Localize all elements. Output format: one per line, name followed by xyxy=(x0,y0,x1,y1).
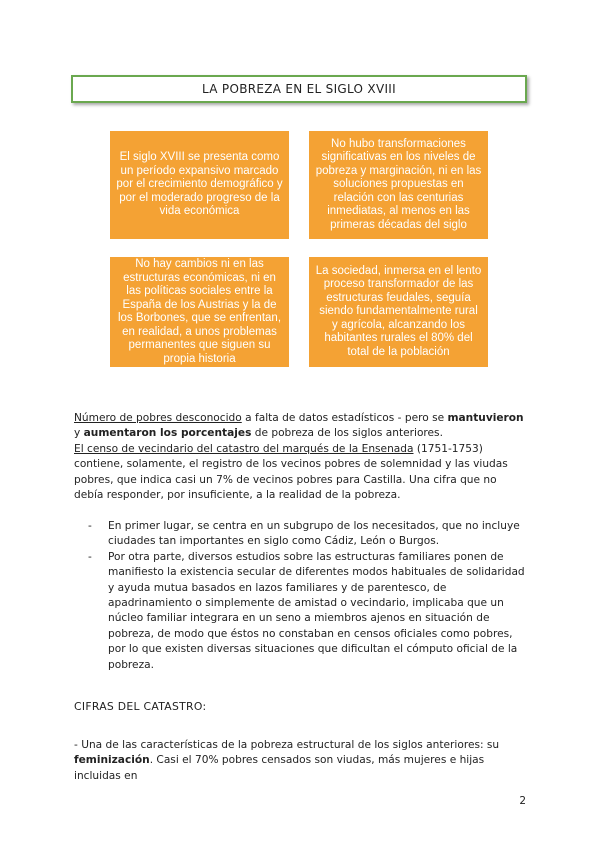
text-run: - Una de las características de la pobreza estructural de los siglos anteriores: su xyxy=(74,739,500,751)
list-item xyxy=(74,550,526,673)
text-run: y xyxy=(74,427,84,440)
bold-phrase: feminización xyxy=(74,754,150,767)
text-run: . Casi el 70% pobres censados son viudas, más mujeres e hijas incluidas en xyxy=(74,754,485,782)
paragraph-census xyxy=(74,411,526,503)
section-heading: CIFRAS DEL CATASTRO: xyxy=(74,700,207,713)
dash-marker: - xyxy=(88,520,92,532)
summary-card-1: El siglo XVIII se presenta como un período expansivo marcado por el crecimiento demográfico y por el moderado progreso de la vida económica xyxy=(110,131,289,239)
summary-card-3: No hay cambios ni en las estructuras económicas, ni en las políticas sociales entre la España de los Austrias y la de los Borbones, que se enfrentan, en realidad, a unos problemas permanentes que siguen su propia historia xyxy=(110,257,289,367)
bold-phrase: mantuvieron xyxy=(447,412,524,424)
bold-phrase: aumentaron los porcentajes xyxy=(83,427,252,440)
paragraph-feminization xyxy=(74,738,526,784)
summary-card-4: La sociedad, inmersa en el lento proceso transformador de las estructuras feudales, seguía siendo fundamentalmente rural y agrícola, alcanzando los habitantes rurales el 80% del total de la población xyxy=(309,257,488,367)
dash-marker: - xyxy=(88,550,92,563)
list-item-text: En primer lugar, se centra en un subgrupo de los necesitados, que no incluye ciudades tan importantes en siglo como Cádiz, León o Burgos. xyxy=(108,520,520,548)
page-number: 2 xyxy=(519,795,526,807)
list-item xyxy=(74,519,526,550)
bullet-list xyxy=(74,519,526,673)
page-title: LA POBREZA EN EL SIGLO XVIII xyxy=(71,75,527,103)
text-run: (1751-1753) contiene, solamente, el registro de los vecinos pobres de solemnidad y las viudas pobres, que indica casi un 7% de vecinos pobres para Castilla. Una cifra que no debía responder, por insuficiente, a la realidad de la pobreza. xyxy=(74,442,508,502)
text-run: de pobreza de los siglos anteriores. xyxy=(251,427,443,440)
underlined-phrase: El censo de vecindario del catastro del marqués de la Ensenada xyxy=(74,442,414,455)
list-item-text: Por otra parte, diversos estudios sobre las estructuras familiares ponen de manifiesto la existencia secular de diferentes modos habituales de solidaridad y ayuda mutua basados en lazos familiares y de parentesco, de apadrinamiento o simplemente de amistad o vecindario, implicaba que un núcleo familiar integrara en un seno a miembros ajenos en situación de pobreza, de modo que éstos no constaban en censos oficiales como pobres, por lo que existen diversas situaciones que dificultan el cómputo oficial de la pobreza. xyxy=(108,550,525,671)
text-run: a falta de datos estadísticos - pero se xyxy=(241,412,448,424)
summary-card-2: No hubo transformaciones significativas en los niveles de pobreza y marginación, ni en las soluciones propuestas en relación con las centurias inmediatas, al menos en las primeras décadas del siglo xyxy=(309,131,488,239)
underlined-phrase: Número de pobres desconocido xyxy=(74,412,242,424)
